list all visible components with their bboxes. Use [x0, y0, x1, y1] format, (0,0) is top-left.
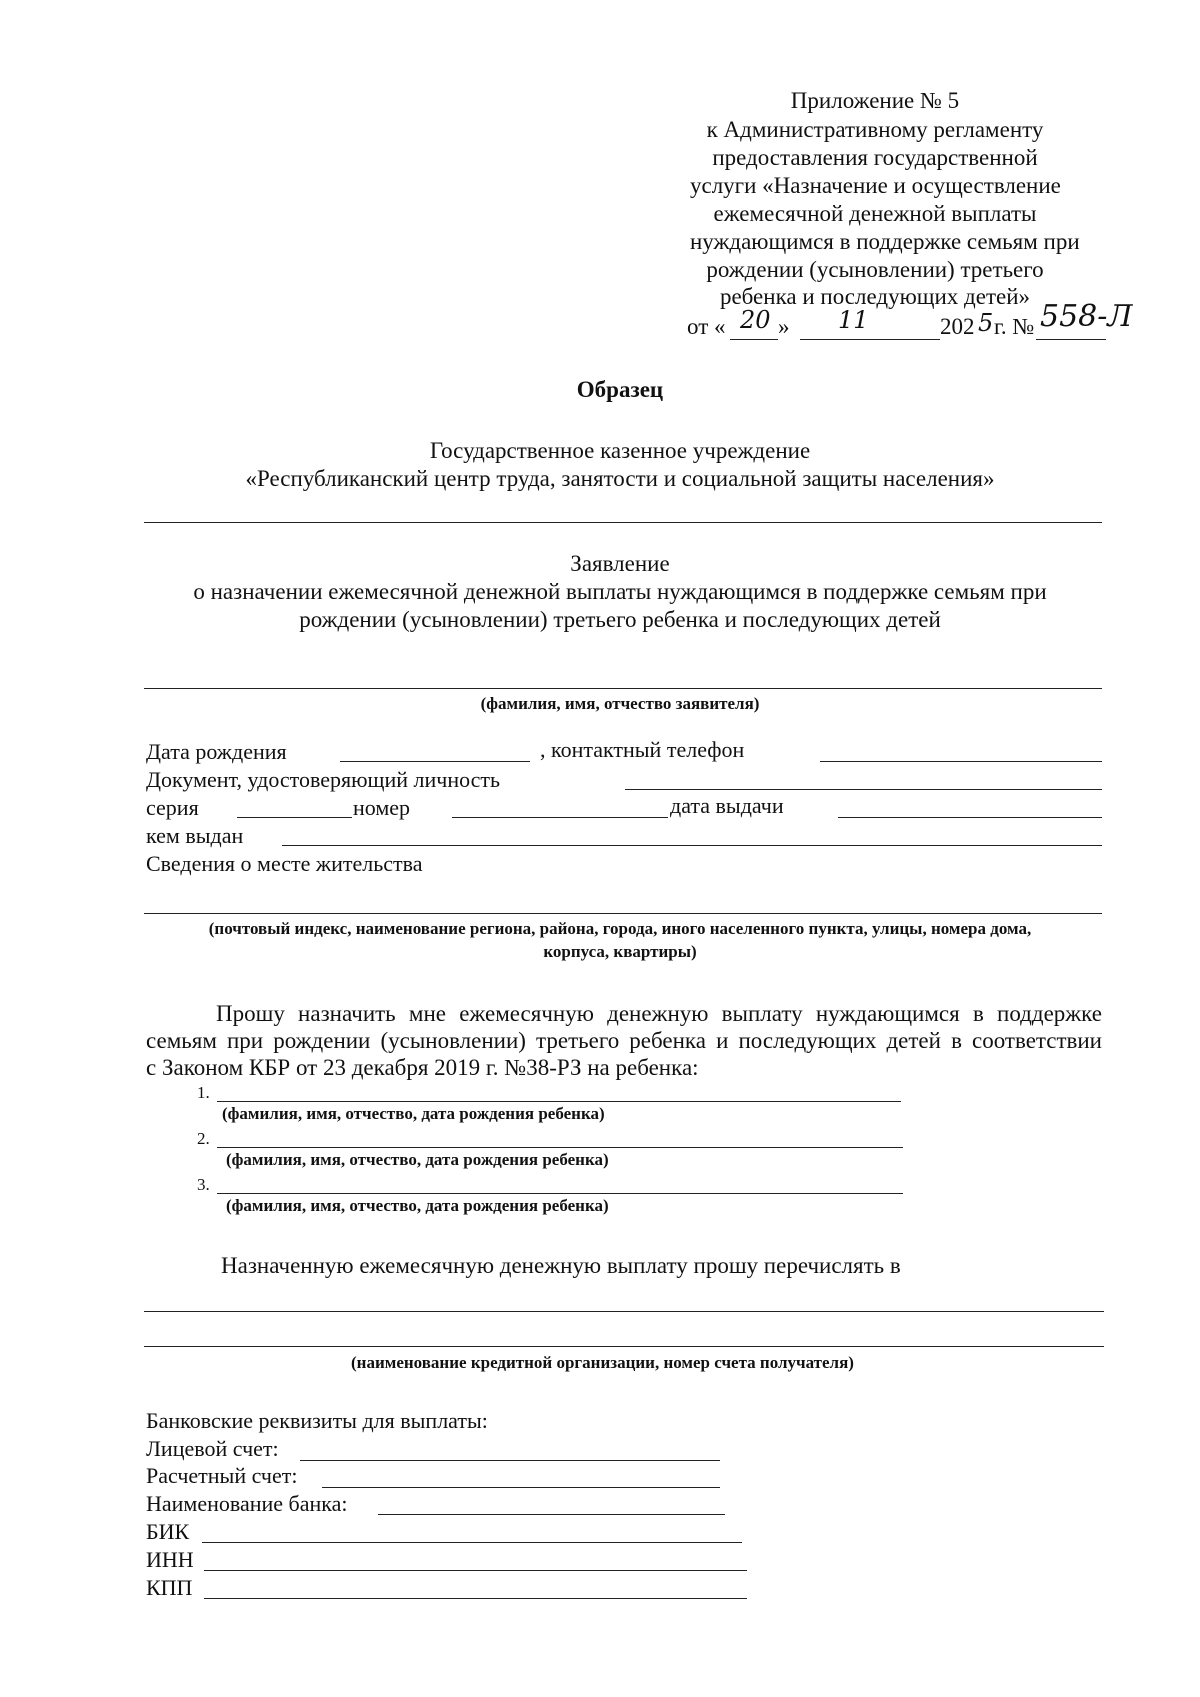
child-field[interactable]	[217, 1147, 903, 1148]
appendix-line-7: рождении (усыновлении) третьего	[706, 257, 1044, 282]
appendix-line-2: к Административному регламенту	[706, 117, 1044, 142]
number-field[interactable]	[452, 817, 668, 818]
applicant-fio-line[interactable]	[144, 688, 1102, 689]
date-suffix: г. №	[994, 314, 1035, 339]
bank-name-label: Наименование банка:	[146, 1491, 348, 1516]
child-hint: (фамилия, имя, отчество, дата рождения ребенка)	[226, 1150, 609, 1169]
phone-field[interactable]	[820, 761, 1102, 762]
sample-label: Образец	[576, 377, 664, 402]
appendix-line-8: ребенка и последующих детей»	[719, 284, 1031, 309]
birth-date-field[interactable]	[340, 761, 530, 762]
date-day: 20	[740, 306, 771, 334]
issue-date-label: дата выдачи	[670, 793, 784, 818]
child-hint: (фамилия, имя, отчество, дата рождения ребенка)	[222, 1104, 605, 1123]
number-label: номер	[353, 795, 411, 820]
issue-date-field[interactable]	[838, 817, 1102, 818]
requisites-title: Банковские реквизиты для выплаты:	[146, 1408, 488, 1433]
bank-field-line-1[interactable]	[144, 1311, 1104, 1312]
personal-account-label: Лицевой счет:	[146, 1436, 279, 1461]
inn-label: ИНН	[146, 1547, 194, 1572]
application-subtitle-1: о назначении ежемесячной денежной выплаты нуждающимся в поддержке семьям при	[193, 579, 1047, 604]
address-hint-line-2: корпуса, квартиры)	[543, 942, 697, 961]
kpp-field[interactable]	[204, 1598, 747, 1599]
bank-name-field[interactable]	[378, 1514, 725, 1515]
date-year-prefix: 202	[940, 314, 975, 339]
settlement-account-label: Расчетный счет:	[146, 1463, 298, 1488]
date-month-line	[800, 339, 940, 340]
residence-label: Сведения о месте жительства	[146, 851, 423, 876]
institution-line-1: Государственное казенное учреждение	[429, 438, 811, 463]
date-year-digit: 5	[978, 309, 994, 337]
date-mid: »	[778, 314, 790, 339]
application-title: Заявление	[570, 551, 670, 576]
document-number-line	[1036, 339, 1106, 340]
institution-line-2: «Республиканский центр труда, занятости и социальной защиты населения»	[245, 466, 995, 491]
appendix-line-6: нуждающимся в поддержке семьям при	[690, 229, 1080, 254]
institution-underline	[144, 522, 1102, 523]
bank-field-line-2[interactable]	[144, 1346, 1104, 1347]
child-number: 2.	[197, 1129, 210, 1148]
child-number: 3.	[197, 1175, 210, 1194]
bank-hint: (наименование кредитной организации, номер счета получателя)	[351, 1353, 854, 1372]
applicant-fio-hint: (фамилия, имя, отчество заявителя)	[480, 694, 760, 713]
transfer-text: Назначенную ежемесячную денежную выплату прошу перечислять в	[221, 1253, 901, 1278]
inn-field[interactable]	[204, 1570, 747, 1571]
series-field[interactable]	[237, 817, 352, 818]
request-line-2: семьям при рождении (усыновлении) третьего ребенка и последующих детей в соответствии	[146, 1028, 1102, 1053]
id-document-field[interactable]	[625, 789, 1102, 790]
date-day-line	[730, 339, 778, 340]
issued-by-label: кем выдан	[146, 823, 244, 848]
request-line-3: с Законом КБР от 23 декабря 2019 г. №38-РЗ на ребенка:	[146, 1055, 699, 1080]
settlement-account-field[interactable]	[322, 1487, 720, 1488]
application-subtitle-2: рождении (усыновлении) третьего ребенка и последующих детей	[299, 607, 941, 632]
kpp-label: КПП	[146, 1575, 193, 1600]
child-field[interactable]	[217, 1193, 903, 1194]
appendix-line-5: ежемесячной денежной выплаты	[713, 201, 1037, 226]
request-line-1: Прошу назначить мне ежемесячную денежную выплату нуждающимся в поддержке	[216, 1001, 1102, 1026]
document-number: 558-Л	[1040, 299, 1133, 334]
date-prefix: от «	[687, 314, 726, 339]
personal-account-field[interactable]	[300, 1460, 720, 1461]
date-month: 11	[838, 306, 869, 334]
series-label: серия	[146, 795, 199, 820]
appendix-line-3: предоставления государственной	[712, 145, 1038, 170]
phone-label: , контактный телефон	[540, 737, 745, 762]
child-number: 1.	[197, 1083, 210, 1102]
child-hint: (фамилия, имя, отчество, дата рождения ребенка)	[226, 1196, 609, 1215]
id-document-label: Документ, удостоверяющий личность	[146, 767, 501, 792]
address-hint-line-1: (почтовый индекс, наименование региона, района, города, иного населенного пункта, улицы, номера дома,	[208, 919, 1032, 938]
residence-field[interactable]	[144, 913, 1102, 914]
issued-by-field[interactable]	[282, 845, 1102, 846]
bik-label: БИК	[146, 1519, 190, 1544]
bik-field[interactable]	[202, 1542, 742, 1543]
appendix-line-1: Приложение № 5	[790, 88, 960, 113]
appendix-line-4: услуги «Назначение и осуществление	[690, 173, 1061, 198]
birth-date-label: Дата рождения	[146, 739, 287, 764]
child-field[interactable]	[217, 1101, 901, 1102]
